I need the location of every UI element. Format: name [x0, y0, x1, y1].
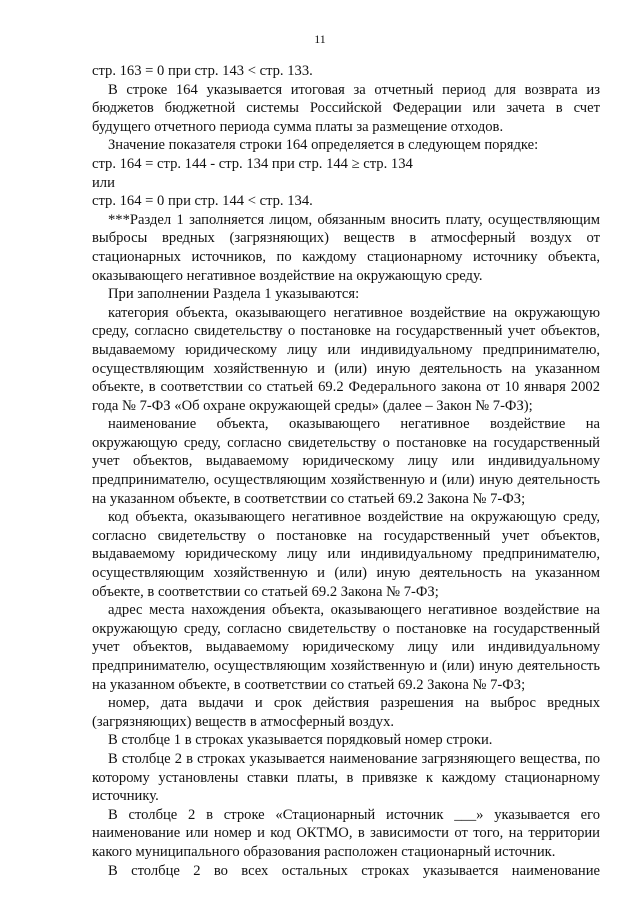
list-item: адрес места нахождения объекта, оказывающего негативное воздействие на окружающую среду, согласно свидетельству о постановке на государственный учет объектов, выдаваемому юридическому лицу или индивидуальному предпринимателю, осуществляющим хозяйственную и (или) иную деятельность на указанном объекте, в соответствии со статьей 69.2 Закона № 7-ФЗ;: [92, 602, 600, 693]
list-item: наименование объекта, оказывающего негативное воздействие на окружающую среду, согласно свидетельству о постановке на государственный учет объектов, выдаваемому юридическому лицу или индивидуальному предпринимателю, осуществляющим хозяйственную и (или) иную деятельность на указанном объекте, в соответствии со статьей 69.2 Закона № 7-ФЗ;: [92, 416, 600, 507]
paragraph: При заполнении Раздела 1 указываются:: [108, 286, 360, 303]
paragraph: ***Раздел 1 заполняется лицом, обязанным вносить плату, осуществляющим выбросы вредных (загрязняющих) веществ в атмосферный воздух от стационарных источников, по каждому стационарному источнику объекта, оказывающего негативное воздействие на окружающую среду.: [92, 211, 600, 284]
paragraph: В строке 164 указывается итоговая за отчетный период для возврата из бюджетов бюджетной системы Российской Федерации или зачета в счет будущего отчетного периода сумма платы за размещение отходов.: [92, 81, 600, 135]
paragraph: В столбце 2 в строке «Стационарный источник ___» указывается его наименование или номер и код ОКТМО, в зависимости от того, на территории какого муниципального образования расположен стационарный источник.: [92, 806, 600, 860]
page-number: 11: [314, 32, 326, 46]
formula-line: стр. 164 = стр. 144 - стр. 134 при стр. 144 ≥ стр. 134: [92, 155, 413, 172]
list-item: категория объекта, оказывающего негативное воздействие на окружающую среду, согласно свидетельству о постановке на государственный учет объектов, выдаваемому юридическому лицу или индивидуальному предпринимателю, осуществляющим хозяйственную и (или) иную деятельность на указанном объекте, в соответствии со статьей 69.2 Федерального закона от 10 января 2002 года № 7-ФЗ «Об охране окружающей среды» (далее – Закон № 7-ФЗ);: [92, 304, 600, 414]
document-body: [92, 62, 600, 880]
list-item: номер, дата выдачи и срок действия разрешения на выброс вредных (загрязняющих) веществ в атмосферный воздух.: [92, 695, 600, 730]
formula-line: стр. 164 = 0 при стр. 144 < стр. 134.: [92, 193, 313, 210]
paragraph: стр. 163 = 0 при стр. 143 < стр. 133.: [92, 63, 313, 79]
list-item: код объекта, оказывающего негативное воздействие на окружающую среду, согласно свидетельству о постановке на государственный учет объектов, выдаваемому юридическому лицу или индивидуальному предпринимателю, осуществляющим хозяйственную и (или) иную деятельность на указанном объекте, в соответствии со статьей 69.2 Закона № 7-ФЗ;: [92, 509, 600, 600]
paragraph: В столбце 2 во всех остальных строках указывается наименование: [108, 862, 600, 879]
paragraph: В столбце 2 в строках указывается наименование загрязняющего вещества, по которому установлены ставки платы, в привязке к каждому стационарному источнику.: [92, 750, 600, 805]
formula-line: или: [92, 174, 115, 191]
paragraph: В столбце 1 в строках указывается порядковый номер строки.: [108, 732, 493, 749]
paragraph: Значение показателя строки 164 определяется в следующем порядке:: [108, 137, 539, 154]
